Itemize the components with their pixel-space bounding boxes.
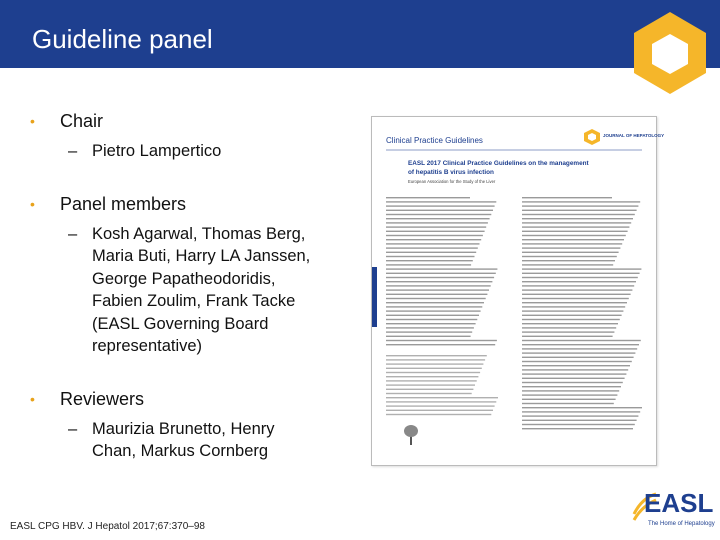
doc-text-line [386, 247, 478, 248]
doc-text-line [522, 403, 614, 404]
doc-text-line [386, 368, 482, 369]
sub-item [30, 223, 370, 358]
doc-text-line [522, 306, 625, 307]
doc-text-line [522, 252, 619, 253]
doc-text-line [386, 256, 475, 257]
dash-icon: – [68, 419, 78, 438]
doc-text-line [386, 340, 497, 341]
bullet-panel-members [30, 193, 370, 215]
bullet-icon: • [30, 390, 35, 407]
doc-text-line [386, 218, 490, 219]
doc-text-line [522, 407, 642, 408]
doc-text-line [522, 331, 614, 332]
doc-text-line [386, 205, 495, 206]
doc-text-line [386, 372, 480, 373]
doc-text-line [522, 399, 616, 400]
bullet-label: Panel members [60, 193, 187, 214]
doc-text-line [522, 394, 617, 395]
doc-text-line [522, 344, 639, 345]
sub-item-text: George Papatheodoridis, [92, 269, 276, 288]
doc-text-line [386, 397, 498, 398]
doc-subtitle: European Association for the Study of the Liver [408, 179, 496, 184]
doc-text-line [522, 382, 623, 383]
doc-text-line [386, 298, 486, 299]
doc-text-line [386, 363, 483, 364]
doc-text-line [386, 344, 495, 345]
doc-text-line [386, 214, 491, 215]
doc-text-line [522, 336, 613, 337]
doc-text-line [386, 376, 478, 377]
doc-text-line [522, 239, 624, 240]
doc-text-line [522, 210, 637, 211]
doc-text-line [386, 315, 479, 316]
sub-item-text: Pietro Lampertico [92, 142, 222, 160]
doc-text-line [522, 390, 619, 391]
doc-text-line [522, 323, 618, 324]
footer-citation: EASL CPG HBV. J Hepatol 2017;67:370–98 [10, 521, 205, 532]
doc-text-line [386, 285, 491, 286]
doc-text-line [386, 302, 484, 303]
doc-text-line [386, 323, 476, 324]
doc-text-line [386, 281, 492, 282]
doc-text-line [386, 264, 471, 265]
doc-text-line [386, 294, 487, 295]
doc-text-line [386, 405, 495, 406]
doc-text-line [386, 210, 493, 211]
doc-text-line [386, 306, 482, 307]
doc-text-line [522, 365, 630, 366]
sub-item-text: representative) [92, 337, 203, 355]
doc-text-line [522, 268, 641, 269]
doc-text-line [386, 273, 496, 274]
doc-text-line [386, 380, 477, 381]
doc-text-line [522, 205, 638, 206]
doc-text-line [386, 310, 481, 311]
slide-title: Guideline panel [32, 24, 213, 54]
bullet-icon: • [30, 195, 35, 212]
doc-text-line [522, 411, 640, 412]
doc-text-line [522, 247, 620, 248]
guideline-document-thumbnail [371, 116, 665, 466]
doc-journal: JOURNAL OF HEPATOLOGY [603, 133, 665, 138]
doc-text-line [522, 285, 634, 286]
doc-text-line [522, 352, 635, 353]
doc-text-line [522, 302, 627, 303]
doc-text-line [522, 386, 621, 387]
sub-item-text: (EASL Governing Board [92, 314, 269, 333]
dash-icon: – [68, 224, 78, 243]
doc-text-line [522, 231, 628, 232]
doc-text-line [522, 201, 640, 202]
doc-text-line [522, 294, 631, 295]
doc-text-line [522, 243, 622, 244]
doc-text-line [386, 393, 472, 394]
doc-text-line [522, 361, 632, 362]
bullet-list [30, 110, 370, 463]
doc-text-line [522, 378, 625, 379]
bullet-chair [30, 110, 370, 132]
journal-logo-icon [584, 129, 664, 145]
doc-text-line [386, 359, 485, 360]
doc-side-tab [372, 267, 377, 327]
document-page [372, 117, 665, 465]
doc-text-line [386, 252, 476, 253]
doc-title-line2: of hepatitis B virus infection [408, 169, 494, 176]
doc-text-line [522, 277, 638, 278]
doc-text-line [522, 197, 612, 198]
doc-text-line [522, 273, 640, 274]
doc-text-lines [386, 197, 642, 429]
hexagon-logo-icon [628, 8, 712, 98]
doc-text-line [522, 340, 641, 341]
doc-text-line [522, 289, 632, 290]
doc-text-line [386, 239, 481, 240]
doc-text-line [522, 256, 617, 257]
doc-text-line [522, 327, 616, 328]
sub-item-text: Chan, Markus Cornberg [92, 442, 269, 460]
doc-text-line [386, 268, 497, 269]
doc-text-line [386, 401, 496, 402]
doc-title-line1: EASL 2017 Clinical Practice Guidelines on the management [408, 160, 589, 167]
doc-text-line [522, 424, 635, 425]
doc-text-line [386, 389, 473, 390]
doc-text-line [386, 336, 471, 337]
doc-text-line [522, 319, 620, 320]
doc-text-line [522, 218, 633, 219]
doc-text-line [386, 277, 494, 278]
doc-text-line [522, 310, 623, 311]
doc-text-line [522, 315, 622, 316]
doc-text-line [386, 289, 489, 290]
easl-tagline: The Home of Hepatology [648, 521, 715, 527]
bullet-reviewers [30, 388, 370, 410]
doc-text-line [522, 369, 628, 370]
sub-item [30, 140, 370, 163]
doc-text-line [522, 348, 637, 349]
doc-text-line [386, 327, 474, 328]
doc-text-line [522, 235, 626, 236]
doc-text-line [522, 260, 615, 261]
doc-text-line [386, 319, 477, 320]
doc-text-line [522, 428, 633, 429]
doc-text-line [386, 222, 488, 223]
doc-text-line [386, 260, 473, 261]
doc-text-line [522, 214, 635, 215]
sub-item-text: Maria Buti, Harry LA Janssen, [92, 247, 311, 265]
doc-header: Clinical Practice Guidelines [386, 136, 483, 145]
doc-text-line [386, 384, 475, 385]
doc-text-line [522, 357, 634, 358]
doc-text-line [386, 410, 493, 411]
doc-text-line [386, 201, 496, 202]
sub-item [30, 418, 370, 463]
doc-text-line [386, 231, 485, 232]
doc-text-line [522, 281, 636, 282]
elsevier-tree-icon [404, 425, 418, 445]
doc-text-line [522, 226, 629, 227]
doc-text-line [386, 235, 483, 236]
doc-text-line [386, 243, 480, 244]
sub-item-text: Fabien Zoulim, Frank Tacke [92, 292, 296, 310]
doc-text-line [522, 415, 638, 416]
dash-icon: – [68, 142, 78, 160]
bullet-label: Reviewers [60, 388, 145, 409]
doc-text-line [522, 420, 637, 421]
doc-text-line [386, 226, 486, 227]
easl-logo-text: EASL [644, 488, 714, 518]
doc-text-line [386, 197, 470, 198]
doc-text-line [386, 414, 491, 415]
doc-text-line [522, 373, 626, 374]
sub-item-text: Maurizia Brunetto, Henry [92, 419, 275, 438]
doc-text-line [522, 222, 631, 223]
bullet-label: Chair [60, 111, 104, 131]
bullet-icon: • [30, 113, 35, 129]
sub-item-text: Kosh Agarwal, Thomas Berg, [92, 224, 306, 243]
doc-text-line [386, 331, 472, 332]
doc-text-line [386, 355, 487, 356]
doc-text-line [522, 264, 613, 265]
doc-text-line [522, 298, 629, 299]
